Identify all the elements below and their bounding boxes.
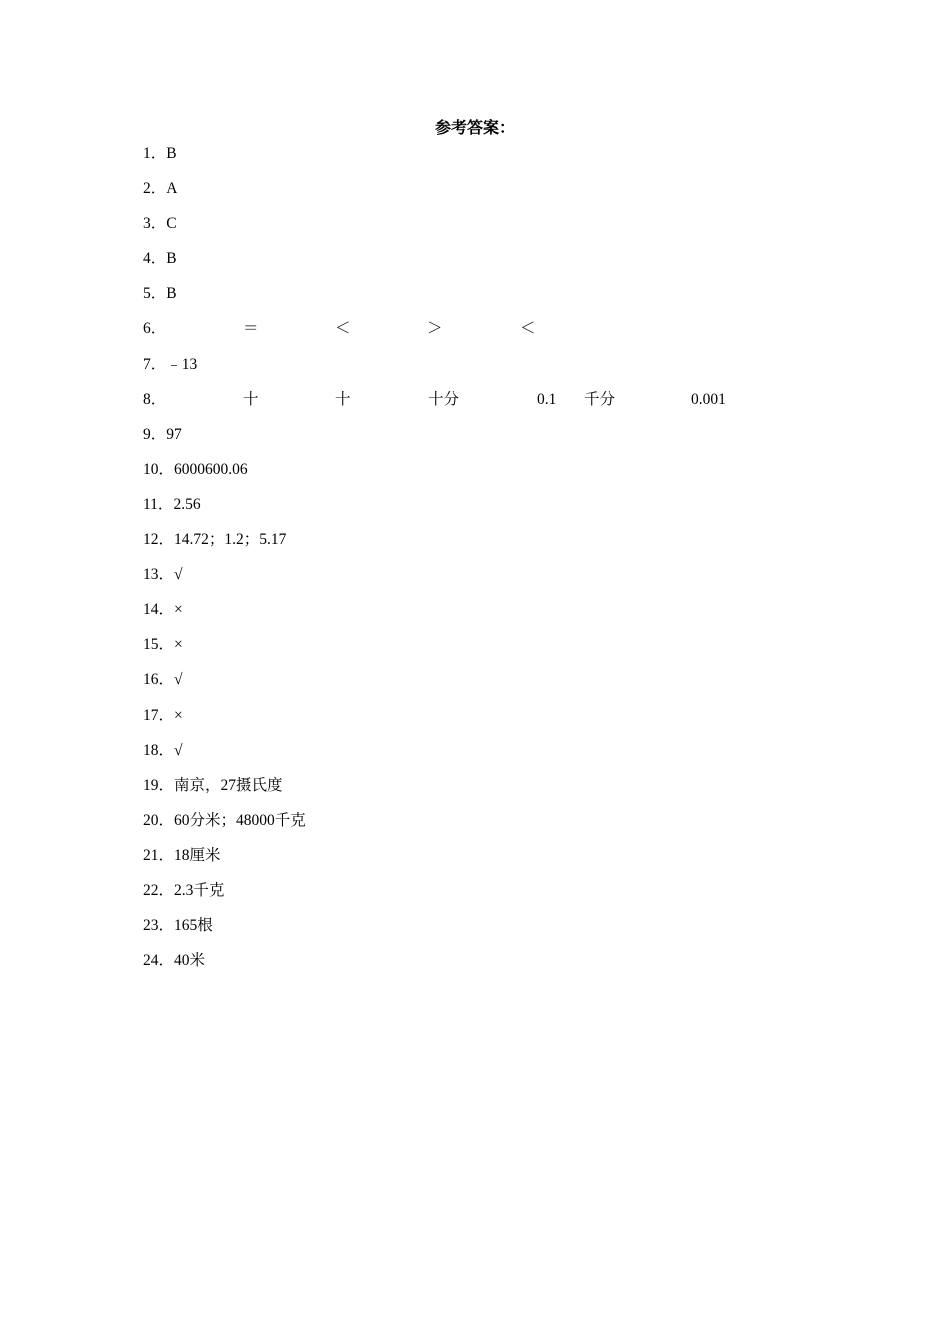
page-title: 参考答案： [434,120,515,137]
answer-cell: 0.001 [691,390,726,408]
answer-text: B [166,285,177,303]
answer-row-3 [143,213,306,248]
answer-number: 9． [143,425,167,443]
answer-number: 2． [143,180,167,198]
answer-cell: 十 [335,390,351,408]
answer-row-23 [143,915,306,950]
answer-row-12 [143,529,306,564]
answer-text: 14.72；1.2；5.17 [174,531,287,549]
answer-text: × [174,601,183,619]
answer-row-14 [143,599,306,634]
answer-cell: 千分 [584,390,616,408]
answer-row-5 [143,283,306,318]
answer-number: 24． [143,952,175,970]
answer-row-17 [143,705,306,740]
answer-text: 6000600.06 [174,460,248,478]
answer-row-15 [143,634,306,669]
answer-text: 南京，27摄氏度 [174,776,283,794]
answer-text: A [166,180,178,198]
answer-number: 23． [143,917,175,935]
answer-text: √ [174,741,183,759]
answer-row-22 [143,880,306,915]
answer-row-7 [143,354,306,389]
answer-row-6 [143,318,536,353]
answer-number: 1． [143,145,167,162]
answer-number: 5． [143,285,167,303]
answer-text: √ [174,671,183,689]
answer-row-19 [143,775,306,810]
answer-number: 11． [143,495,174,513]
answer-row-8 [143,389,726,424]
answer-text: 18厘米 [174,846,221,864]
answer-number: 16． [143,671,175,689]
answer-text: 2.56 [173,495,201,513]
answer-text: × [174,706,183,724]
answer-cell: 0.1 [537,390,557,408]
answer-number: 4． [143,250,167,268]
answer-row-9 [143,424,306,459]
answer-text: 60分米；48000千克 [174,811,306,829]
answer-cell: 十 [243,390,259,408]
answer-row-10 [143,459,306,494]
answer-number: 18． [143,741,175,759]
answer-number: 3． [143,215,167,233]
answer-text: ﹣13 [166,355,198,373]
answer-cell-less: ＜ [520,320,536,338]
answer-row-11 [143,494,306,529]
answer-number: 21． [143,846,175,864]
answer-number: 8． [143,390,167,408]
answer-number: 20． [143,811,175,829]
answer-row-20 [143,810,306,845]
answer-text: 97 [166,425,182,443]
answer-row-21 [143,845,306,880]
answer-row-13 [143,564,306,599]
answer-cell-less: ＜ [335,320,351,338]
answer-number: 13． [143,566,175,584]
answer-row-18 [143,740,306,775]
answer-number: 22． [143,881,175,899]
answer-row-24 [143,950,306,985]
answer-row-2 [143,178,306,213]
answer-row-1 [143,143,306,178]
answer-row-4 [143,248,306,283]
answer-number: 12． [143,531,175,549]
answer-list [143,143,726,985]
answer-number: 10． [143,460,175,478]
answer-number: 7． [143,355,167,373]
answer-text: B [166,145,177,162]
answer-text: √ [174,566,183,584]
answer-text: 2.3千克 [174,881,225,899]
answer-text: B [166,250,177,268]
answer-cell: 十分 [428,390,460,408]
answer-cell-equals: ＝ [243,320,259,338]
answer-row-16 [143,669,306,704]
answer-text: C [166,215,177,233]
answer-text: × [174,636,183,654]
answer-number: 14． [143,601,175,619]
answer-text: 40米 [174,952,206,970]
answer-number: 15． [143,636,175,654]
answer-number: 6． [143,320,167,338]
answer-cell-greater: ＞ [427,320,443,338]
answer-number: 19． [143,776,175,794]
answer-text: 165根 [174,917,213,935]
answer-number: 17． [143,706,175,724]
